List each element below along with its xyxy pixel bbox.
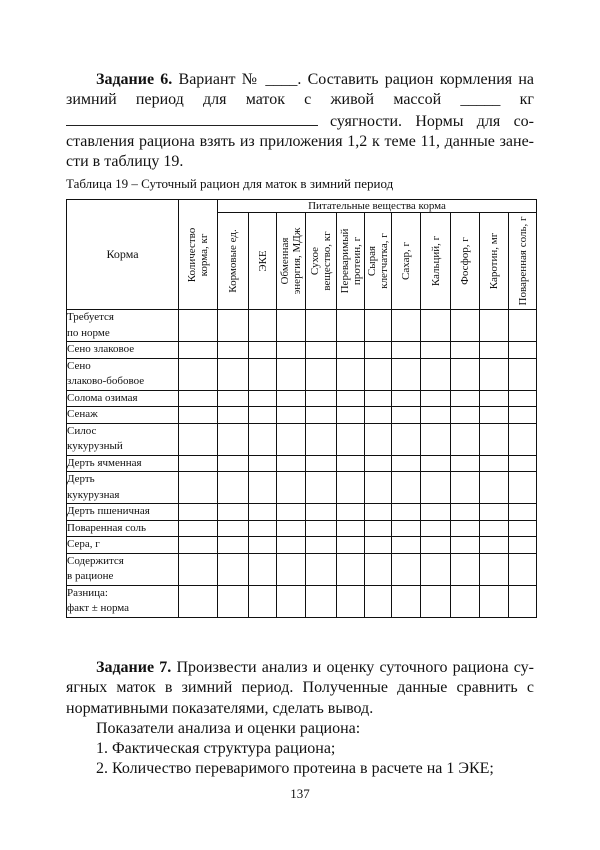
empty-cell[interactable]	[179, 472, 218, 504]
task7-item-2-text: 2. Количество переваримого протеина в расчете на 1 ЭКЕ;	[96, 760, 494, 778]
empty-cell[interactable]	[249, 455, 277, 472]
word: маток	[245, 91, 285, 109]
nutrient-header-text	[488, 233, 500, 289]
quantity-column-header	[179, 200, 218, 310]
header-line: Переваримый	[338, 228, 351, 294]
empty-cell[interactable]	[277, 358, 306, 390]
empty-cell[interactable]	[451, 358, 480, 390]
empty-cell[interactable]	[179, 342, 218, 359]
task7-line4-text: Показатели анализа и оценки рациона:	[96, 719, 361, 737]
empty-cell[interactable]	[480, 390, 509, 407]
empty-cell[interactable]	[365, 553, 392, 585]
quantity-header-text	[186, 227, 210, 282]
empty-cell[interactable]	[218, 537, 249, 554]
nutrient-column-header	[365, 213, 392, 310]
feed-column-header: Корма	[67, 200, 179, 310]
empty-cell[interactable]	[365, 310, 392, 342]
row-label-line: кукурузный	[67, 440, 123, 452]
page-number: 137	[290, 786, 310, 801]
empty-cell[interactable]	[392, 585, 421, 617]
nutrient-column-header	[421, 213, 451, 310]
task7-line2: ягных маток в зимний период. Полученные данные сравнить с	[66, 679, 534, 697]
empty-cell[interactable]	[480, 585, 509, 617]
empty-cell[interactable]	[480, 407, 509, 424]
table-row	[67, 520, 537, 537]
empty-cell[interactable]	[480, 423, 509, 455]
table-row	[67, 504, 537, 521]
empty-cell[interactable]	[509, 472, 537, 504]
empty-cell[interactable]	[218, 310, 249, 342]
mass-blank[interactable]: _____	[460, 91, 501, 109]
table-row	[67, 553, 537, 585]
empty-cell[interactable]	[306, 310, 337, 342]
empty-cell[interactable]	[392, 423, 421, 455]
empty-cell[interactable]	[277, 310, 306, 342]
empty-cell[interactable]	[277, 553, 306, 585]
nutrient-column-header	[451, 213, 480, 310]
task6-paragraph	[66, 70, 534, 172]
empty-cell[interactable]	[218, 407, 249, 424]
header-line: Кальций, г	[429, 235, 442, 287]
word: зимний	[66, 91, 117, 109]
empty-cell[interactable]	[421, 342, 451, 359]
nutrient-header-text	[517, 217, 529, 306]
empty-cell[interactable]	[249, 310, 277, 342]
table-row	[67, 585, 537, 617]
empty-cell[interactable]	[277, 537, 306, 554]
nutrient-column-header	[277, 213, 306, 310]
empty-cell[interactable]	[306, 553, 337, 585]
empty-cell[interactable]	[451, 537, 480, 554]
empty-cell[interactable]	[277, 585, 306, 617]
row-label-line: Содержится	[67, 554, 124, 567]
nutrient-header-text	[430, 236, 442, 286]
empty-cell[interactable]	[277, 423, 306, 455]
row-label-line: Дерть пшеничная	[67, 505, 150, 517]
header-line: Фосфор, г	[459, 237, 471, 285]
empty-cell[interactable]	[509, 585, 537, 617]
task6-line3-text: суягности. Нормы для со-	[330, 112, 534, 130]
nutrient-header-text	[366, 233, 390, 289]
empty-cell[interactable]	[421, 585, 451, 617]
empty-cell[interactable]	[179, 537, 218, 554]
empty-cell[interactable]	[337, 472, 365, 504]
row-label-line: Силос	[67, 424, 97, 437]
empty-cell[interactable]	[306, 358, 337, 390]
row-label-line: по норме	[67, 326, 110, 339]
empty-cell[interactable]	[249, 342, 277, 359]
empty-cell[interactable]	[179, 520, 218, 537]
header-line: протеин, г	[350, 236, 363, 286]
empty-cell[interactable]	[179, 390, 218, 407]
empty-cell[interactable]	[392, 455, 421, 472]
empty-cell[interactable]	[277, 520, 306, 537]
empty-cell[interactable]	[365, 455, 392, 472]
empty-cell[interactable]	[509, 423, 537, 455]
empty-cell[interactable]	[249, 537, 277, 554]
nutrient-header-text	[309, 231, 333, 290]
empty-cell[interactable]	[277, 390, 306, 407]
empty-cell[interactable]	[509, 390, 537, 407]
task6-title: Задание 6.	[96, 71, 173, 88]
empty-cell[interactable]	[392, 504, 421, 521]
word: с	[304, 91, 312, 109]
empty-cell[interactable]	[365, 358, 392, 390]
empty-cell[interactable]	[277, 504, 306, 521]
empty-cell[interactable]	[306, 390, 337, 407]
empty-cell[interactable]	[337, 390, 365, 407]
empty-cell[interactable]	[509, 310, 537, 342]
empty-cell[interactable]	[337, 520, 365, 537]
header-line: Поваренная соль, г	[516, 216, 529, 306]
empty-cell[interactable]	[179, 358, 218, 390]
empty-cell[interactable]	[421, 390, 451, 407]
empty-cell[interactable]	[451, 472, 480, 504]
table-caption: Таблица 19 – Суточный рацион для маток в зимний период	[66, 176, 394, 191]
row-label-line: факт ± норма	[67, 602, 130, 614]
row-label	[67, 455, 179, 472]
empty-cell[interactable]	[337, 537, 365, 554]
nutrient-header-text	[339, 229, 363, 294]
empty-cell[interactable]	[480, 310, 509, 342]
header-line: энергия, МДж	[291, 227, 303, 295]
empty-cell[interactable]	[392, 358, 421, 390]
empty-cell[interactable]	[218, 520, 249, 537]
empty-cell[interactable]	[277, 472, 306, 504]
header-line: корма, кг	[198, 233, 210, 276]
empty-cell[interactable]	[218, 390, 249, 407]
task7-line4	[66, 719, 534, 739]
word: период	[135, 91, 184, 109]
empty-cell[interactable]	[451, 553, 480, 585]
empty-cell[interactable]	[392, 520, 421, 537]
row-label	[67, 553, 179, 585]
header-line: Сырая	[366, 245, 378, 277]
nutrient-header-text	[400, 242, 412, 280]
empty-cell[interactable]	[277, 407, 306, 424]
empty-cell[interactable]	[249, 553, 277, 585]
empty-cell[interactable]	[392, 553, 421, 585]
header-line: Сахар, г	[400, 242, 412, 280]
empty-cell[interactable]	[451, 423, 480, 455]
nutrient-column-header	[249, 213, 277, 310]
task7-title: Задание 7.	[96, 659, 172, 676]
row-label	[67, 358, 179, 390]
task6-line2	[66, 90, 534, 110]
empty-cell[interactable]	[337, 407, 365, 424]
task7-line1-text: Произвести анализ и оценку суточного рациона су-	[176, 659, 534, 676]
empty-cell[interactable]	[509, 407, 537, 424]
empty-cell[interactable]	[421, 472, 451, 504]
empty-cell[interactable]	[337, 342, 365, 359]
row-label	[67, 472, 179, 504]
empty-cell[interactable]	[421, 553, 451, 585]
empty-cell[interactable]	[421, 423, 451, 455]
empty-cell[interactable]	[480, 537, 509, 554]
empty-cell[interactable]	[306, 504, 337, 521]
table-row	[67, 310, 537, 342]
row-label-line: Сера, г	[67, 538, 100, 550]
empty-cell[interactable]	[421, 455, 451, 472]
gestation-blank[interactable]	[66, 111, 318, 126]
row-label	[67, 585, 179, 617]
empty-cell[interactable]	[218, 342, 249, 359]
word: массой	[393, 91, 442, 109]
row-label-line: Сено	[67, 359, 91, 372]
empty-cell[interactable]	[509, 455, 537, 472]
empty-cell[interactable]	[218, 455, 249, 472]
empty-cell[interactable]	[337, 310, 365, 342]
nutrient-column-header	[306, 213, 337, 310]
header-line: Кормовые ед.	[227, 229, 239, 293]
empty-cell[interactable]	[337, 423, 365, 455]
empty-cell[interactable]	[392, 390, 421, 407]
empty-cell[interactable]	[365, 423, 392, 455]
row-label-line: Сенаж	[67, 408, 98, 420]
empty-cell[interactable]	[421, 504, 451, 521]
empty-cell[interactable]	[392, 537, 421, 554]
empty-cell[interactable]	[480, 472, 509, 504]
empty-cell[interactable]	[249, 504, 277, 521]
empty-cell[interactable]	[509, 504, 537, 521]
task6-line5: сти в таблицу 19.	[66, 153, 184, 171]
empty-cell[interactable]	[306, 423, 337, 455]
empty-cell[interactable]	[277, 342, 306, 359]
table-row	[67, 455, 537, 472]
empty-cell[interactable]	[392, 407, 421, 424]
empty-cell[interactable]	[306, 472, 337, 504]
nutrient-header-text	[279, 228, 303, 295]
empty-cell[interactable]	[218, 504, 249, 521]
empty-cell[interactable]	[392, 310, 421, 342]
empty-cell[interactable]	[365, 407, 392, 424]
empty-cell[interactable]	[249, 472, 277, 504]
task6-line4: ставления рациона взять из приложения 1,2 к теме 11, данные зане-	[66, 132, 534, 150]
row-label	[67, 423, 179, 455]
header-line: Обменная	[279, 237, 291, 285]
nutrient-header-text	[257, 250, 269, 271]
empty-cell[interactable]	[218, 423, 249, 455]
empty-cell[interactable]	[365, 585, 392, 617]
task7-item-1	[66, 739, 534, 759]
empty-cell[interactable]	[392, 472, 421, 504]
empty-cell[interactable]	[218, 358, 249, 390]
task6-line1-text: Вариант № ____. Составить рацион кормления на	[178, 71, 535, 88]
empty-cell[interactable]	[249, 423, 277, 455]
nutrient-column-header	[480, 213, 509, 310]
empty-cell[interactable]	[337, 585, 365, 617]
row-label-line: Сено злаковое	[67, 343, 135, 355]
empty-cell[interactable]	[451, 504, 480, 521]
word: для	[203, 91, 227, 109]
empty-cell[interactable]	[451, 407, 480, 424]
empty-cell[interactable]	[337, 553, 365, 585]
empty-cell[interactable]	[421, 310, 451, 342]
nutrient-header-text	[459, 237, 471, 285]
empty-cell[interactable]	[249, 390, 277, 407]
empty-cell[interactable]	[249, 520, 277, 537]
empty-cell[interactable]	[365, 537, 392, 554]
header-line: клетчатка, г	[378, 233, 390, 289]
empty-cell[interactable]	[480, 455, 509, 472]
table-row	[67, 390, 537, 407]
row-label-line: Дерть	[67, 473, 95, 485]
task6-line1	[66, 70, 534, 90]
empty-cell[interactable]	[365, 504, 392, 521]
empty-cell[interactable]	[306, 537, 337, 554]
empty-cell[interactable]	[480, 342, 509, 359]
empty-cell[interactable]	[451, 342, 480, 359]
empty-cell[interactable]	[421, 358, 451, 390]
empty-cell[interactable]	[179, 310, 218, 342]
empty-cell[interactable]	[337, 455, 365, 472]
task6-line3	[66, 111, 534, 132]
header-line: ЭКЕ	[256, 250, 269, 272]
empty-cell[interactable]	[365, 342, 392, 359]
empty-cell[interactable]	[249, 585, 277, 617]
empty-cell[interactable]	[337, 504, 365, 521]
nutrient-column-header	[337, 213, 365, 310]
row-label	[67, 407, 179, 424]
nutrient-header-text	[227, 229, 239, 292]
empty-cell[interactable]	[249, 407, 277, 424]
empty-cell[interactable]	[306, 342, 337, 359]
empty-cell[interactable]	[218, 585, 249, 617]
empty-cell[interactable]	[509, 358, 537, 390]
nutrients-group-header: Питательные вещества корма	[218, 200, 537, 213]
empty-cell[interactable]	[451, 390, 480, 407]
header-line: Каротин, мг	[488, 232, 500, 290]
empty-cell[interactable]	[421, 537, 451, 554]
row-label	[67, 537, 179, 554]
empty-cell[interactable]	[365, 472, 392, 504]
empty-cell[interactable]	[306, 407, 337, 424]
table-row	[67, 407, 537, 424]
empty-cell[interactable]	[179, 585, 218, 617]
empty-cell[interactable]	[179, 553, 218, 585]
header-line: Сухое	[309, 246, 321, 276]
empty-cell[interactable]	[179, 423, 218, 455]
empty-cell[interactable]	[218, 553, 249, 585]
word: живой	[330, 91, 375, 109]
row-label-line: кукурузная	[67, 488, 120, 501]
empty-cell[interactable]	[421, 520, 451, 537]
empty-cell[interactable]	[509, 342, 537, 359]
row-label	[67, 342, 179, 359]
table-row	[67, 472, 537, 504]
empty-cell[interactable]	[480, 553, 509, 585]
row-label-line: Разница:	[67, 586, 108, 599]
empty-cell[interactable]	[179, 504, 218, 521]
table-row	[67, 342, 537, 359]
empty-cell[interactable]	[218, 472, 249, 504]
task7-line3: нормативными показателями, сделать вывод.	[66, 699, 374, 717]
row-label	[67, 520, 179, 537]
empty-cell[interactable]	[451, 585, 480, 617]
table-row	[67, 423, 537, 455]
empty-cell[interactable]	[179, 455, 218, 472]
empty-cell[interactable]	[480, 358, 509, 390]
nutrient-column-header	[509, 213, 537, 310]
empty-cell[interactable]	[365, 520, 392, 537]
empty-cell[interactable]	[179, 407, 218, 424]
empty-cell[interactable]	[337, 358, 365, 390]
empty-cell[interactable]	[451, 520, 480, 537]
row-label-line: злаково-бобовое	[67, 375, 145, 387]
empty-cell[interactable]	[421, 407, 451, 424]
empty-cell[interactable]	[306, 455, 337, 472]
row-label	[67, 390, 179, 407]
empty-cell[interactable]	[306, 520, 337, 537]
word: кг	[519, 91, 534, 109]
row-label-line: Солома озимая	[67, 391, 138, 404]
task7-item-2	[66, 759, 534, 779]
empty-cell[interactable]	[480, 520, 509, 537]
empty-cell[interactable]	[451, 455, 480, 472]
row-label-line: Дерть ячменная	[67, 456, 142, 469]
empty-cell[interactable]	[306, 585, 337, 617]
nutrient-column-header	[218, 213, 249, 310]
row-label-line: в рационе	[67, 570, 114, 582]
empty-cell[interactable]	[480, 504, 509, 521]
empty-cell[interactable]	[509, 553, 537, 585]
table-row	[67, 358, 537, 390]
empty-cell[interactable]	[249, 358, 277, 390]
row-label	[67, 504, 179, 521]
empty-cell[interactable]	[365, 390, 392, 407]
row-label-line: Требуется	[67, 311, 114, 323]
nutrient-column-header	[392, 213, 421, 310]
ration-table	[66, 199, 537, 618]
empty-cell[interactable]	[392, 342, 421, 359]
task7-paragraph	[66, 658, 534, 780]
empty-cell[interactable]	[509, 520, 537, 537]
table-row	[67, 537, 537, 554]
header-line: вещество, кг	[321, 231, 333, 291]
task7-line1	[66, 658, 534, 678]
empty-cell[interactable]	[277, 455, 306, 472]
header-line: Количество	[186, 227, 198, 282]
empty-cell[interactable]	[451, 310, 480, 342]
row-label-line: Поваренная соль	[67, 521, 146, 534]
row-label	[67, 310, 179, 342]
task7-item-1-text: 1. Фактическая структура рациона;	[96, 740, 336, 758]
empty-cell[interactable]	[509, 537, 537, 554]
